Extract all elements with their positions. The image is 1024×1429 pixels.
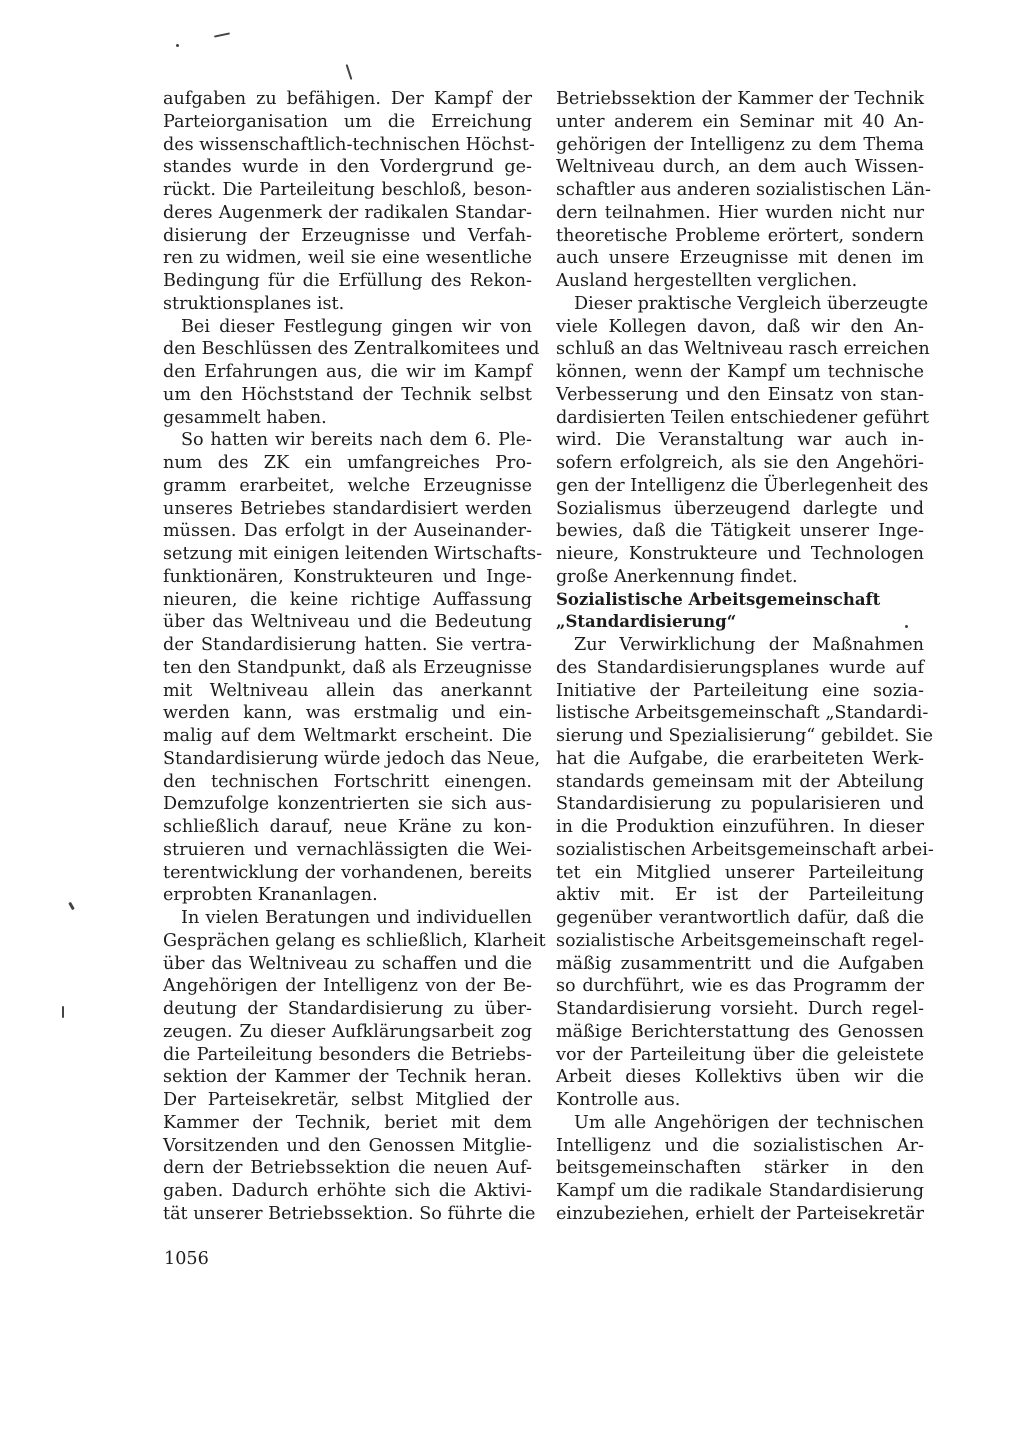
text-line: wird. Die Veranstaltung war auch in- bbox=[556, 430, 924, 451]
text-line: disierung der Erzeugnisse und Verfah- bbox=[163, 225, 532, 246]
text-line: schaftler aus anderen sozialistischen Län- bbox=[556, 180, 931, 200]
scan-speck bbox=[68, 902, 75, 910]
text-line: gen der Intelligenz die Überlegenheit des bbox=[556, 475, 929, 496]
text-line: Ausland hergestellten verglichen. bbox=[556, 271, 858, 291]
text-line: listische Arbeitsgemeinschaft „Standardi- bbox=[556, 703, 929, 724]
text-line: sozialistischen Arbeitsgemeinschaft arbei- bbox=[556, 839, 934, 860]
text-line: terentwicklung der vorhandenen, bereits bbox=[163, 862, 532, 883]
text-line: sektion der Kammer der Technik heran. bbox=[163, 1067, 532, 1088]
page-number: 1056 bbox=[164, 1249, 209, 1269]
text-line: gegenüber verantwortlich dafür, daß die bbox=[556, 908, 924, 928]
text-line: viele Kollegen davon, daß wir den An- bbox=[556, 316, 924, 337]
text-line: Um alle Angehörigen der technischen bbox=[574, 1112, 924, 1133]
text-line: gehörigen der Intelligenz zu dem Thema bbox=[556, 134, 924, 155]
text-line: dern der Betriebssektion die neuen Auf- bbox=[163, 1158, 532, 1179]
text-line: unseres Betriebes standardisiert werden bbox=[163, 498, 532, 519]
text-line: Kammer der Technik, beriet mit dem bbox=[163, 1112, 532, 1133]
text-line: schließlich darauf, neue Kräne zu kon- bbox=[163, 817, 532, 837]
text-line: gesammelt haben. bbox=[163, 407, 327, 428]
text-line: setzung mit einigen leitenden Wirtschafts- bbox=[163, 544, 543, 564]
text-line: bewies, daß die Tätigkeit unserer Inge- bbox=[556, 521, 924, 542]
text-line: nieuren, die keine richtige Auffassung bbox=[163, 589, 532, 610]
text-line: der Standardisierung hatten. Sie vertra- bbox=[163, 635, 532, 655]
text-line: Betriebssektion der Kammer der Technik bbox=[556, 89, 924, 109]
text-line: Vorsitzenden und den Genossen Mitglie- bbox=[163, 1135, 532, 1156]
text-line: rückt. Die Parteileitung beschloß, beson- bbox=[163, 180, 532, 200]
text-line: auch unsere Erzeugnisse mit denen im bbox=[556, 248, 924, 269]
text-line: Arbeit dieses Kollektivs üben wir die bbox=[556, 1067, 924, 1088]
text-line: erprobten Krananlagen. bbox=[163, 885, 378, 906]
text-line: über das Weltniveau zu schaffen und die bbox=[163, 953, 532, 974]
text-line: Sozialismus überzeugend darlegte und bbox=[556, 498, 924, 519]
scan-speck bbox=[214, 32, 230, 37]
text-line: Demzufolge konzentrierten sie sich aus- bbox=[163, 794, 532, 815]
text-line: über das Weltniveau und die Bedeutung bbox=[163, 612, 532, 633]
text-line: große Anerkennung findet. bbox=[556, 566, 798, 587]
text-line: malig auf dem Weltmarkt erscheint. Die bbox=[163, 726, 532, 746]
section-heading bbox=[556, 589, 924, 635]
text-line: Bedingung für die Erfüllung des Rekon- bbox=[163, 271, 532, 291]
text-line: Sozialistische Arbeitsgemeinschaft bbox=[556, 589, 881, 609]
text-line: So hatten wir bereits nach dem 6. Ple- bbox=[181, 430, 532, 451]
text-line: nieure, Konstrukteure und Technologen bbox=[556, 544, 924, 564]
text-line: Der Parteisekretär, selbst Mitglied der bbox=[163, 1090, 532, 1110]
text-line: Standardisierung würde jedoch das Neue, bbox=[163, 748, 541, 769]
text-line: des Standardisierungsplanes wurde auf bbox=[556, 657, 924, 678]
text-line: struieren und vernachlässigten die Wei- bbox=[163, 839, 532, 860]
text-line: „Standardisierung“ bbox=[556, 612, 737, 632]
text-line: Angehörigen der Intelligenz von der Be- bbox=[163, 976, 532, 997]
text-line: Weltniveau durch, an dem auch Wissen- bbox=[556, 157, 924, 178]
text-line: sierung und Spezialisierung“ gebildet. Sie bbox=[556, 726, 934, 746]
text-line: gaben. Dadurch erhöhte sich die Aktivi- bbox=[163, 1181, 532, 1201]
text-line: In vielen Beratungen und individuellen bbox=[181, 908, 532, 928]
text-line: Bei dieser Festlegung gingen wir von bbox=[181, 316, 532, 337]
text-line: Standardisierung zu popularisieren und bbox=[556, 794, 924, 815]
paragraph bbox=[556, 634, 934, 1112]
text-line: tet ein Mitglied unserer Parteileitung bbox=[556, 862, 924, 883]
text-line: Verbesserung und den Einsatz von stan- bbox=[556, 384, 924, 405]
text-line: können, wenn der Kampf um technische bbox=[556, 362, 924, 382]
text-line: sofern erfolgreich, als sie den Angehöri- bbox=[556, 453, 924, 473]
text-line: so durchführt, wie es das Programm der bbox=[556, 976, 924, 997]
text-line: hat die Aufgabe, die erarbeiteten Werk- bbox=[556, 748, 924, 769]
paragraph bbox=[556, 88, 931, 293]
right-text-column bbox=[556, 88, 934, 1226]
text-line: müssen. Das erfolgt in der Auseinander- bbox=[163, 521, 532, 542]
text-line: einzubeziehen, erhielt der Parteisekretär bbox=[556, 1203, 924, 1224]
paragraph bbox=[556, 293, 930, 589]
text-line: Initiative der Parteileitung eine sozia- bbox=[556, 680, 924, 701]
paragraph bbox=[163, 907, 546, 1226]
text-line: tät unserer Betriebssektion. So führte die bbox=[163, 1203, 536, 1224]
text-line: ren zu widmen, weil sie eine wesentliche bbox=[163, 248, 532, 269]
text-line: Kontrolle aus. bbox=[556, 1090, 681, 1110]
text-line: struktionsplanes ist. bbox=[163, 293, 345, 314]
text-line: beitsgemeinschaften stärker in den bbox=[556, 1158, 924, 1179]
paragraph bbox=[556, 1112, 924, 1226]
text-line: dardisierten Teilen entschiedener geführt bbox=[556, 407, 930, 428]
text-line: den Beschlüssen des Zentralkomitees und bbox=[163, 339, 540, 360]
text-line: dern teilnahmen. Hier wurden nicht nur bbox=[556, 202, 924, 223]
left-text-column bbox=[163, 88, 546, 1226]
text-line: vor der Parteileitung über die geleistete bbox=[556, 1044, 924, 1065]
text-line: aufgaben zu befähigen. Der Kampf der bbox=[163, 89, 532, 109]
text-line: Parteiorganisation um die Erreichung bbox=[163, 111, 532, 132]
text-line: mäßig zusammentritt und die Aufgaben bbox=[556, 953, 924, 974]
paragraph bbox=[163, 88, 535, 316]
text-line: theoretische Probleme erörtert, sondern bbox=[556, 225, 924, 246]
text-line: zeugen. Zu dieser Aufklärungsarbeit zog bbox=[163, 1021, 532, 1042]
text-line: aktiv mit. Er ist der Parteileitung bbox=[556, 885, 924, 906]
text-line: funktionären, Konstrukteuren und Inge- bbox=[163, 566, 532, 587]
text-line: deres Augenmerk der radikalen Standar- bbox=[163, 202, 532, 223]
text-line: Dieser praktische Vergleich überzeugte bbox=[574, 293, 929, 314]
text-line: Zur Verwirklichung der Maßnahmen bbox=[574, 635, 924, 655]
text-line: sozialistische Arbeitsgemeinschaft regel- bbox=[556, 930, 924, 951]
text-line: ten den Standpunkt, daß als Erzeugnisse bbox=[163, 657, 532, 678]
text-line: des wissenschaftlich-technischen Höchst- bbox=[163, 134, 535, 155]
text-line: die Parteileitung besonders die Betriebs- bbox=[163, 1044, 532, 1065]
text-line: standes wurde in den Vordergrund ge- bbox=[163, 157, 532, 178]
text-line: Standardisierung vorsieht. Durch regel- bbox=[556, 999, 924, 1019]
paragraph bbox=[163, 429, 543, 907]
text-line: unter anderem ein Seminar mit 40 An- bbox=[556, 111, 924, 132]
text-line: deutung der Standardisierung zu über- bbox=[163, 999, 532, 1019]
text-line: num des ZK ein umfangreiches Pro- bbox=[163, 453, 532, 473]
text-line: Intelligenz und die sozialistischen Ar- bbox=[556, 1135, 924, 1156]
text-line: schluß an das Weltniveau rasch erreichen bbox=[556, 339, 930, 360]
text-line: mäßige Berichterstattung des Genossen bbox=[556, 1021, 924, 1042]
scan-speck bbox=[346, 64, 353, 80]
text-line: Gesprächen gelang es schließlich, Klarheit bbox=[163, 930, 546, 951]
text-line: standards gemeinsam mit der Abteilung bbox=[556, 771, 924, 792]
text-line: den technischen Fortschritt einengen. bbox=[163, 771, 532, 792]
scan-speck bbox=[62, 1006, 64, 1018]
text-line: um den Höchststand der Technik selbst bbox=[163, 384, 532, 405]
text-line: den Erfahrungen aus, die wir im Kampf bbox=[163, 362, 532, 382]
text-line: mit Weltniveau allein das anerkannt bbox=[163, 680, 532, 701]
text-line: in die Produktion einzuführen. In dieser bbox=[556, 817, 924, 837]
text-line: gramm erarbeitet, welche Erzeugnisse bbox=[163, 475, 532, 496]
text-line: Kampf um die radikale Standardisierung bbox=[556, 1181, 924, 1201]
scan-speck bbox=[176, 44, 179, 47]
text-line: werden kann, was erstmalig und ein- bbox=[163, 703, 532, 724]
paragraph bbox=[163, 316, 540, 430]
scan-speck bbox=[905, 625, 908, 628]
